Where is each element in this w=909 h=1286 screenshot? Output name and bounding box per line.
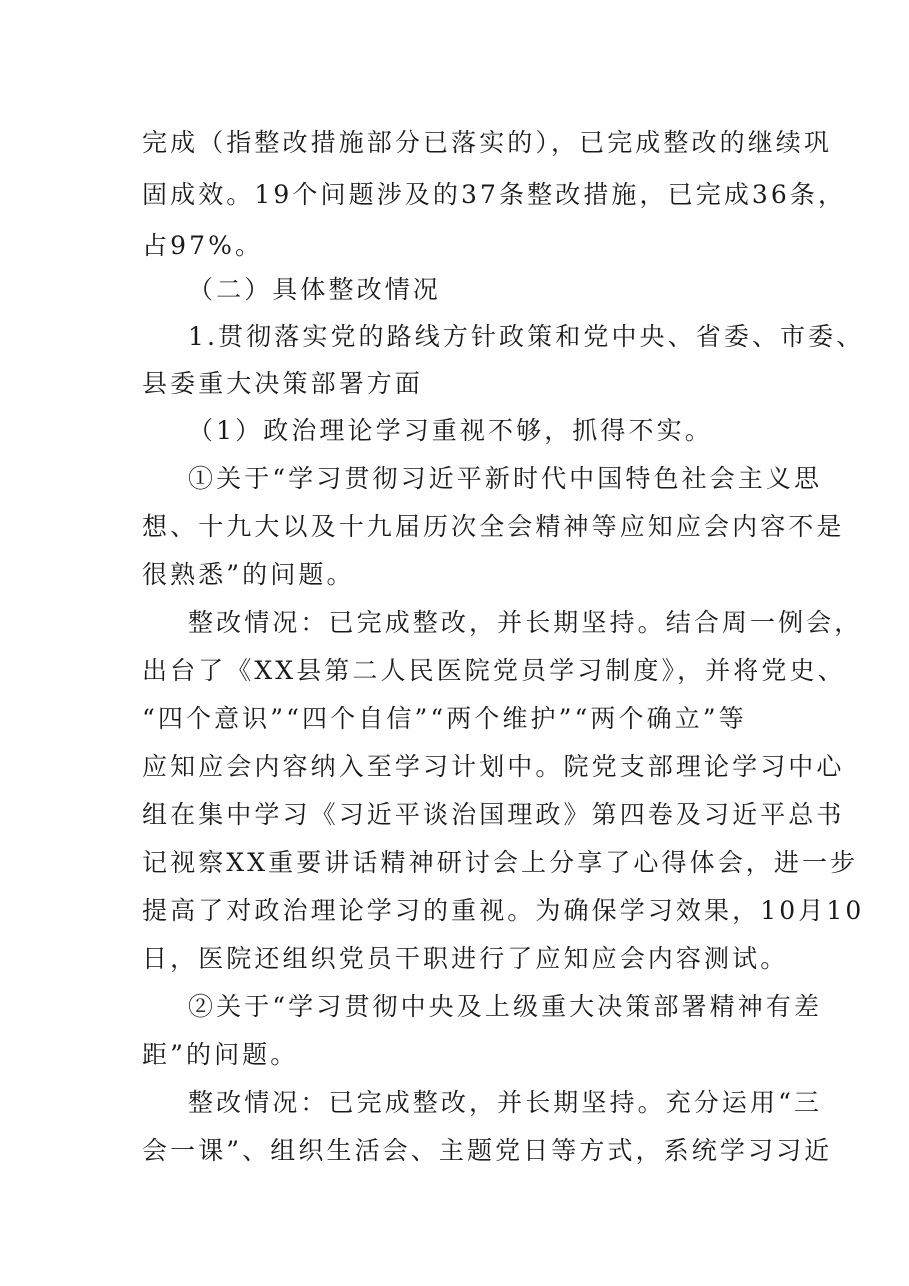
paragraph-line: 很熟悉”的问题。 bbox=[142, 560, 355, 589]
paragraph-line: ②关于“学习贯彻中央及上级重大决策部署精神有差 bbox=[188, 992, 823, 1021]
paragraph-line: 县委重大决策部署方面 bbox=[142, 369, 424, 398]
paragraph-line: 完成（指整改措施部分已落实的），已完成整改的继续巩 bbox=[142, 128, 833, 157]
paragraph-line: 占97%。 bbox=[142, 231, 264, 260]
paragraph-line: 应知应会内容纳入至学习计划中。院党支部理论学习中心 bbox=[142, 752, 845, 781]
paragraph-line: 记视察XX重要讲话精神研讨会上分享了心得体会，进一步 bbox=[142, 848, 859, 877]
paragraph-line: 想、十九大以及十九届历次全会精神等应知应会内容不是 bbox=[142, 512, 845, 541]
paragraph-line: 1.贯彻落实党的路线方针政策和党中央、省委、市委、 bbox=[188, 322, 865, 351]
section-heading: （二）具体整改情况 bbox=[188, 275, 441, 304]
paragraph-line: 整改情况：已完成整改，并长期坚持。充分运用“三 bbox=[188, 1088, 823, 1117]
paragraph-line: （1）政治理论学习重视不够，抓得不实。 bbox=[188, 416, 713, 445]
paragraph-line: “四个意识”“四个自信”“两个维护”“两个确立”等 bbox=[142, 704, 747, 733]
paragraph-line: ①关于“学习贯彻习近平新时代中国特色社会主义思 bbox=[188, 464, 823, 493]
paragraph-line: 整改情况：已完成整改，并长期坚持。结合周一例会， bbox=[188, 608, 863, 637]
paragraph-line: 会一课”、组织生活会、主题党日等方式，系统学习习近 bbox=[142, 1136, 833, 1165]
paragraph-line: 距”的问题。 bbox=[142, 1040, 299, 1069]
paragraph-line: 固成效。19个问题涉及的37条整改措施，已完成36条， bbox=[142, 180, 847, 209]
paragraph-line: 出台了《XX县第二人民医院党员学习制度》，并将党史、 bbox=[142, 656, 846, 685]
paragraph-line: 日，医院还组织党员干职进行了应知应会内容测试。 bbox=[142, 944, 789, 973]
paragraph-line: 组在集中学习《习近平谈治国理政》第四卷及习近平总书 bbox=[142, 800, 845, 829]
paragraph-line: 提高了对政治理论学习的重视。为确保学习效果，10月10 bbox=[142, 896, 865, 925]
